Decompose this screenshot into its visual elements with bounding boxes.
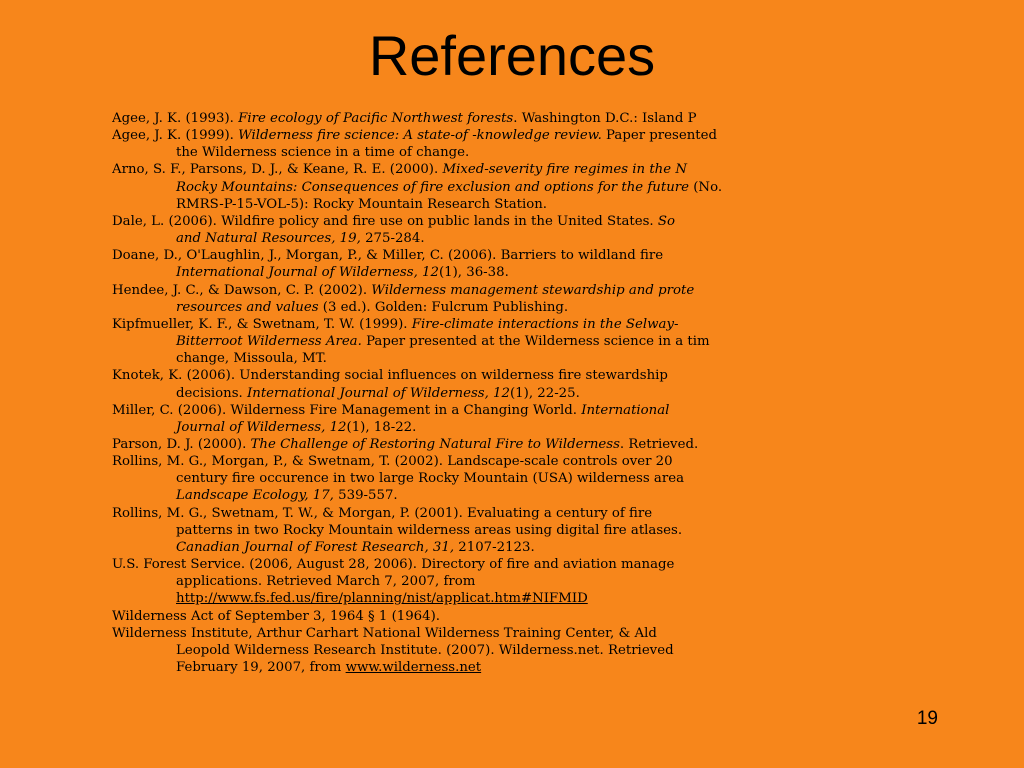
- reference-italic-text: Landscape Ecology, 17,: [176, 488, 334, 504]
- references-list: [112, 110, 890, 690]
- reference-link[interactable]: www.wilderness.net: [345, 660, 482, 675]
- reference-entry-line: [112, 161, 890, 178]
- reference-continuation-line: [112, 264, 890, 281]
- reference-text: Wilderness Act of September 3, 1964 § 1 (1964).: [112, 608, 441, 624]
- reference-entry-line: [112, 453, 890, 470]
- reference-entry-line: [112, 282, 890, 299]
- reference-continuation-line: [112, 470, 890, 487]
- reference-continuation-line: [112, 333, 890, 350]
- reference-italic-text: Wilderness fire science: A state-of -knowledge review.: [238, 128, 602, 144]
- reference-entry-line: [112, 247, 890, 264]
- reference-text: Agee, J. K. (1999).: [112, 128, 239, 144]
- reference-entry-line: [112, 505, 890, 522]
- reference-text: applications. Retrieved March 7, 2007, from: [176, 574, 476, 590]
- reference-continuation-line: [112, 642, 890, 659]
- reference-text: U.S. Forest Service. (2006, August 28, 2006). Directory of fire and aviation manage: [112, 557, 675, 573]
- reference-entry-line: [112, 110, 890, 127]
- reference-italic-text: and Natural Resources, 19,: [176, 231, 361, 247]
- reference-italic-text: Wilderness management stewardship and prote: [371, 282, 695, 298]
- reference-text: 2107-2123.: [454, 539, 535, 555]
- reference-italic-text: So: [657, 213, 676, 229]
- reference-entry-line: [112, 367, 890, 384]
- reference-text: (3 ed.). Golden: Fulcrum Publishing.: [318, 299, 569, 315]
- reference-text: Rollins, M. G., Morgan, P., & Swetnam, T. (2002). Landscape-scale controls over 20: [112, 454, 673, 470]
- reference-text: Leopold Wilderness Research Institute. (2007). Wilderness.net. Retrieved: [176, 642, 674, 658]
- reference-text: century fire occurence in two large Rocky Mountain (USA) wilderness area: [176, 471, 684, 487]
- reference-italic-text: Canadian Journal of Forest Research, 31,: [176, 539, 455, 555]
- reference-text: patterns in two Rocky Mountain wilderness areas using digital fire atlases.: [176, 522, 683, 538]
- reference-entry-line: [112, 316, 890, 333]
- reference-text: the Wilderness science in a time of change.: [176, 145, 470, 161]
- reference-text: Miller, C. (2006). Wilderness Fire Management in a Changing World.: [112, 402, 582, 418]
- reference-text: Parson, D. J. (2000).: [112, 436, 251, 452]
- reference-text: Hendee, J. C., & Dawson, C. P. (2002).: [112, 282, 372, 298]
- reference-text: 539-557.: [333, 488, 398, 504]
- reference-text: Dale, L. (2006). Wildfire policy and fire use on public lands in the United States.: [112, 213, 658, 229]
- reference-entry-line: [112, 608, 890, 625]
- page-number: 19: [916, 708, 938, 729]
- reference-italic-text: Mixed-severity fire regimes in the N: [442, 162, 687, 178]
- reference-continuation-line: [112, 659, 890, 676]
- reference-italic-text: International Journal of Wilderness, 12: [247, 385, 510, 401]
- slide-title: References: [368, 24, 656, 87]
- reference-text: Wilderness Institute, Arthur Carhart National Wilderness Training Center, & Ald: [112, 625, 657, 641]
- reference-link[interactable]: http://www.fs.fed.us/fire/planning/nist/applicat.htm#NIFMID: [176, 591, 588, 607]
- reference-italic-text: resources and values: [176, 299, 319, 315]
- reference-text: Knotek, K. (2006). Understanding social influences on wilderness fire stewardship: [112, 368, 668, 384]
- reference-italic-text: Fire-climate interactions in the Selway-: [411, 316, 679, 332]
- reference-italic-text: The Challenge of Restoring Natural Fire to Wilderness: [250, 436, 620, 452]
- reference-continuation-line: [112, 299, 890, 316]
- reference-italic-text: Bitterroot Wilderness Area.: [176, 334, 362, 350]
- reference-continuation-line: [112, 539, 890, 556]
- reference-entry-line: [112, 625, 890, 642]
- reference-text: Rollins, M. G., Swetnam, T. W., & Morgan, P. (2001). Evaluating a century of fire: [112, 505, 653, 521]
- reference-text: 275-284.: [360, 231, 425, 247]
- reference-italic-text: Journal of Wilderness, 12: [176, 419, 347, 435]
- reference-text: . Washington D.C.: Island P: [513, 111, 697, 126]
- reference-text: (1), 36-38.: [438, 265, 509, 281]
- reference-continuation-line: [112, 385, 890, 402]
- reference-text: (1), 22-25.: [509, 385, 580, 401]
- reference-text: Arno, S. F., Parsons, D. J., & Keane, R. E. (2000).: [112, 162, 443, 178]
- reference-italic-text: International Journal of Wilderness, 12: [176, 265, 439, 281]
- reference-text: Kipfmueller, K. F., & Swetnam, T. W. (1999).: [112, 316, 412, 332]
- reference-continuation-line: [112, 590, 890, 607]
- reference-text: change, Missoula, MT.: [176, 351, 327, 367]
- reference-continuation-line: [112, 522, 890, 539]
- reference-text: Paper presented at the Wilderness science in a tim: [361, 334, 710, 350]
- reference-text: (No.: [689, 179, 723, 195]
- reference-continuation-line: [112, 144, 890, 161]
- reference-text: (1), 18-22.: [346, 419, 417, 435]
- reference-continuation-line: [112, 419, 890, 436]
- reference-continuation-line: [112, 350, 890, 367]
- reference-italic-text: International: [581, 402, 670, 418]
- reference-text: Agee, J. K. (1993).: [112, 111, 239, 126]
- reference-continuation-line: [112, 179, 890, 196]
- reference-italic-text: Fire ecology of Pacific Northwest forests: [238, 111, 514, 126]
- reference-continuation-line: [112, 487, 890, 504]
- reference-text: Doane, D., O'Laughlin, J., Morgan, P., & Miller, C. (2006). Barriers to wildland fire: [112, 248, 664, 264]
- reference-entry-line: [112, 127, 890, 144]
- reference-entry-line: [112, 402, 890, 419]
- reference-text: Paper presented: [601, 128, 718, 144]
- reference-entry-line: [112, 556, 890, 573]
- reference-continuation-line: [112, 230, 890, 247]
- reference-text: . Retrieved.: [619, 436, 699, 452]
- reference-text: decisions.: [176, 385, 248, 401]
- reference-entry-line: [112, 213, 890, 230]
- reference-text: February 19, 2007, from: [176, 660, 346, 675]
- reference-text: RMRS-P-15-VOL-5): Rocky Mountain Research Station.: [176, 196, 548, 212]
- reference-italic-text: Rocky Mountains: Consequences of fire exclusion and options for the future: [176, 179, 690, 195]
- reference-continuation-line: [112, 573, 890, 590]
- reference-entry-line: [112, 436, 890, 453]
- reference-continuation-line: [112, 196, 890, 213]
